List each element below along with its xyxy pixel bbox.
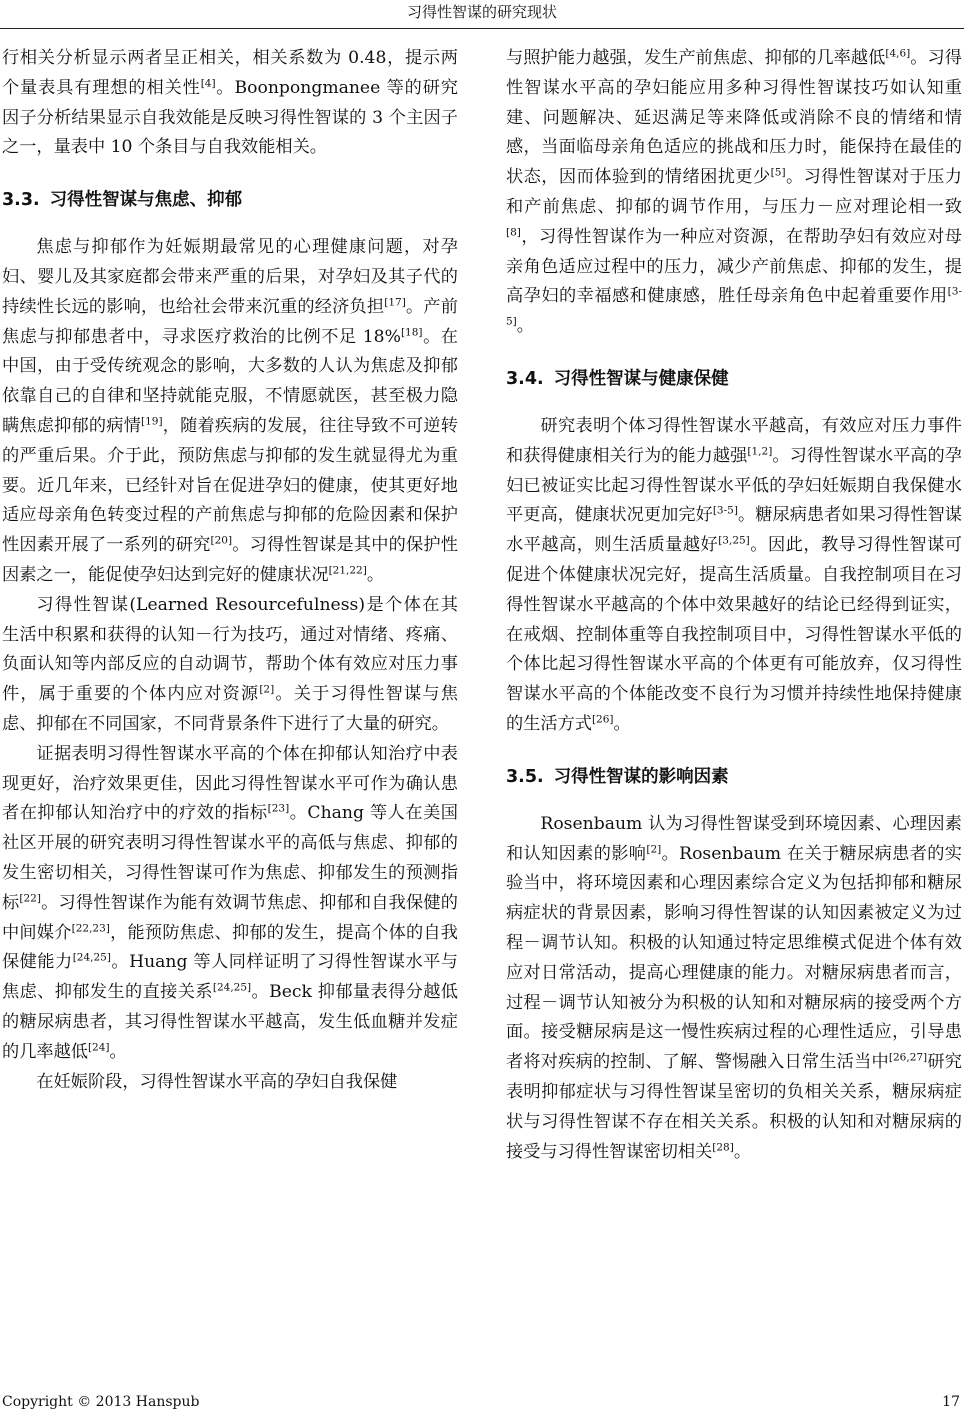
text-run: 。 <box>366 564 385 585</box>
citation: [23] <box>267 803 290 816</box>
right-column <box>506 44 962 1167</box>
text-run: 。Boonpongmanee 等的研究因子分析结果显示自我效能是反映习得性智谋的 3 个主因子之一，量表中 10 个条目与自我效能相关。 <box>2 77 458 158</box>
copyright-text: Copyright © 2013 Hanspub <box>2 1394 200 1410</box>
text-run: 。习得性智谋是其中的保护性因素之一，能促使孕妇达到完好的健康状况 <box>2 535 458 585</box>
citation: [26] <box>591 713 614 726</box>
paragraph-learned-resourcefulness <box>2 591 458 740</box>
section-heading-3-3 <box>2 187 458 213</box>
paragraph-anxiety-depression <box>2 233 458 591</box>
section-heading-3-4 <box>506 366 962 392</box>
text-run: 。 <box>516 316 534 337</box>
text-run: 3.4. <box>506 368 544 389</box>
citation: [2] <box>646 843 662 856</box>
text-run: Rosenbaum 认为习得性智谋受到环境因素、心理因素和认知因素的影响 <box>506 813 962 864</box>
section-heading-3-5 <box>506 764 962 790</box>
paragraph-influencing-factors <box>506 810 962 1168</box>
citation: [24,25] <box>72 952 111 965</box>
paragraph-health-care <box>506 412 962 740</box>
text-run: 行相关分析显示两者呈正相关，相关系数为 0.48，提示两个量表具有理想的相关性 <box>2 48 458 98</box>
text-run: 。习得性智谋对于压力和产前焦虑、抑郁的调节作用，与压力－应对理论相一致 <box>506 167 962 217</box>
citation: [8] <box>506 226 521 239</box>
citation: [4] <box>200 77 216 90</box>
paragraph-continuation <box>506 44 962 342</box>
text-run: 。 <box>733 1141 752 1162</box>
text-run: 。Huang 等人同样证明了习得性智谋水平与焦虑、抑郁发生的直接关系 <box>2 952 458 1003</box>
text-run: 。习得性智谋水平高的孕妇已被证实比起习得性智谋水平低的孕妇妊娠期自我保健水平更高，健康状况更加完好 <box>506 445 962 526</box>
citation: [3-5] <box>712 505 738 518</box>
header-rule <box>0 28 964 29</box>
citation: [20] <box>210 534 233 547</box>
citation: [17] <box>384 296 406 309</box>
citation: [18] <box>400 326 423 339</box>
citation: [24] <box>87 1041 110 1054</box>
text-run: 。Chang 等人在美国社区开展的研究表明习得性智谋水平的高低与焦虑、抑郁的发生密切相关，习得性智谋可作为焦虑、抑郁发生的预测指标 <box>2 803 458 913</box>
page-footer <box>0 1392 964 1414</box>
text-run: 。产前焦虑与抑郁患者中，寻求医疗救治的比例不足 18% <box>2 296 458 347</box>
text-run: 习得性智谋(Learned Resourcefulness)是个体在其生活中积累和获得的认知－行为技巧，通过对情绪、疼痛、负面认知等内部反应的自动调节，帮助个体有效应对压力事件，属于重要的个体内应对资源 <box>2 594 458 705</box>
citation: [3-5] <box>506 286 962 328</box>
text-run: 与照护能力越强，发生产前焦虑、抑郁的几率越低 <box>506 48 886 68</box>
paragraph-pregnancy <box>2 1068 458 1098</box>
citation: [22,23] <box>71 922 110 935</box>
paragraph-correlation <box>2 44 458 163</box>
text-run: 。习得性智谋作为能有效调节焦虑、抑郁和自我保健的中间媒介 <box>2 892 458 943</box>
text-run: 习得性智谋的影响因素 <box>553 766 729 787</box>
text-run: 。 <box>109 1041 127 1062</box>
running-header: 习得性智谋的研究现状 <box>406 3 557 21</box>
text-run: 习得性智谋与健康保健 <box>553 368 729 389</box>
citation: [26,27] <box>888 1051 928 1064</box>
page-number: 17 <box>942 1394 960 1410</box>
text-run: 。 <box>613 713 631 734</box>
text-run: 。习得性智谋水平高的孕妇能应用多种习得性智谋技巧如认知重建、问题解决、延迟满足等来降低或消除不良的情绪和情感，当面临母亲角色适应的挑战和压力时，能保持在最佳的状态，因而体验到的情绪困扰更少 <box>506 48 962 188</box>
citation: [24,25] <box>212 981 252 994</box>
citation: [22] <box>19 892 41 905</box>
text-run: 研究表明个体习得性智谋水平越高，有效应对压力事件和获得健康相关行为的能力越强 <box>506 415 962 466</box>
text-run: ，随着疾病的发展，往往导致不可逆转的严重后果。介于此，预防焦虑与抑郁的发生就显得尤为重要。近几年来，已经针对旨在促进孕妇的健康，使其更好地适应母亲角色转变过程的产前焦虑与抑郁的危险因素和保护性因素开展了一系列的研究 <box>2 415 458 556</box>
text-run: 习得性智谋与焦虑、抑郁 <box>49 190 243 211</box>
citation: [4,6] <box>885 47 911 60</box>
citation: [1,2] <box>747 445 773 458</box>
citation: [5] <box>770 166 786 179</box>
text-run: 。关于习得性智谋与焦虑、抑郁在不同国家，不同背景条件下进行了大量的研究。 <box>2 684 458 734</box>
text-run: 焦虑与抑郁作为妊娠期最常见的心理健康问题，对孕妇、婴儿及其家庭都会带来严重的后果，对孕妇及其子代的持续性长远的影响，也给社会带来沉重的经济负担 <box>2 237 458 317</box>
text-run: ，能预防焦虑、抑郁的发生，提高个体的自我保健能力 <box>2 922 458 973</box>
text-run: 证据表明习得性智谋水平高的个体在抑郁认知治疗中表现更好，治疗效果更佳，因此习得性智谋水平可作为确认患者在抑郁认知治疗中的疗效的指标 <box>2 743 458 824</box>
text-run: 3.5. <box>506 766 544 787</box>
text-run: 在妊娠阶段，习得性智谋水平高的孕妇自我保健 <box>36 1071 398 1092</box>
citation: [3,25] <box>718 534 750 547</box>
citation: [21,22] <box>328 564 367 577</box>
text-run: 3.3. <box>2 190 40 211</box>
text-run: ，习得性智谋作为一种应对资源，在帮助孕妇有效应对母亲角色适应过程中的压力，减少产前焦虑、抑郁的发生，提高孕妇的幸福感和健康感，胜任母亲角色中起着重要作用 <box>506 226 962 307</box>
citation: [19] <box>141 415 163 428</box>
text-run: 。因此，教导习得性智谋可促进个体健康状况完好，提高生活质量。自我控制项目在习得性智谋水平越高的个体中效果越好的结论已经得到证实，在戒烟、控制体重等自我控制项目中，习得性智谋水平低的个体比起习得性智谋水平高的个体更有可能放弃，仅习得性智谋水平高的个体能改变不良行为习惯并持续性地保持健康的生活方式 <box>506 535 962 734</box>
text-run: 。Rosenbaum 在关于糖尿病患者的实验当中，将环境因素和心理因素综合定义为包括抑郁和糖尿病症状的背景因素，影响习得性智谋的认知因素被定义为过程－调节认知。积极的认知通过特定思维模式促进个体有效应对日常活动，提高心理健康的能力。对糖尿病患者而言，过程－调节认知被分为积极的认知和对糖尿病的接受两个方面。接受糖尿病是这一慢性疾病过程的心理性适应，引导患者将对疾病的控制、了解、警惕融入日常生活当中 <box>506 843 962 1073</box>
citation: [28] <box>712 1141 734 1154</box>
text-run: 研究表明抑郁症状与习得性智谋呈密切的负相关关系，糖尿病症状与习得性智谋不存在相关关系。积极的认知和对糖尿病的接受与习得性智谋密切相关 <box>506 1052 962 1162</box>
paragraph-evidence <box>2 740 458 1068</box>
text-run: 。Beck 抑郁量表得分越低的糖尿病患者，其习得性智谋水平越高，发生低血糖并发症的几率越低 <box>2 982 458 1062</box>
text-run: 。糖尿病患者如果习得性智谋水平越高，则生活质量越好 <box>506 505 962 556</box>
text-run: 。在中国，由于受传统观念的影响，大多数的人认为焦虑及抑郁依靠自己的自律和坚持就能克服，不情愿就医，甚至极力隐瞒焦虑抑郁的病情 <box>2 326 458 436</box>
citation: [2] <box>259 683 275 696</box>
left-column <box>2 44 458 1097</box>
